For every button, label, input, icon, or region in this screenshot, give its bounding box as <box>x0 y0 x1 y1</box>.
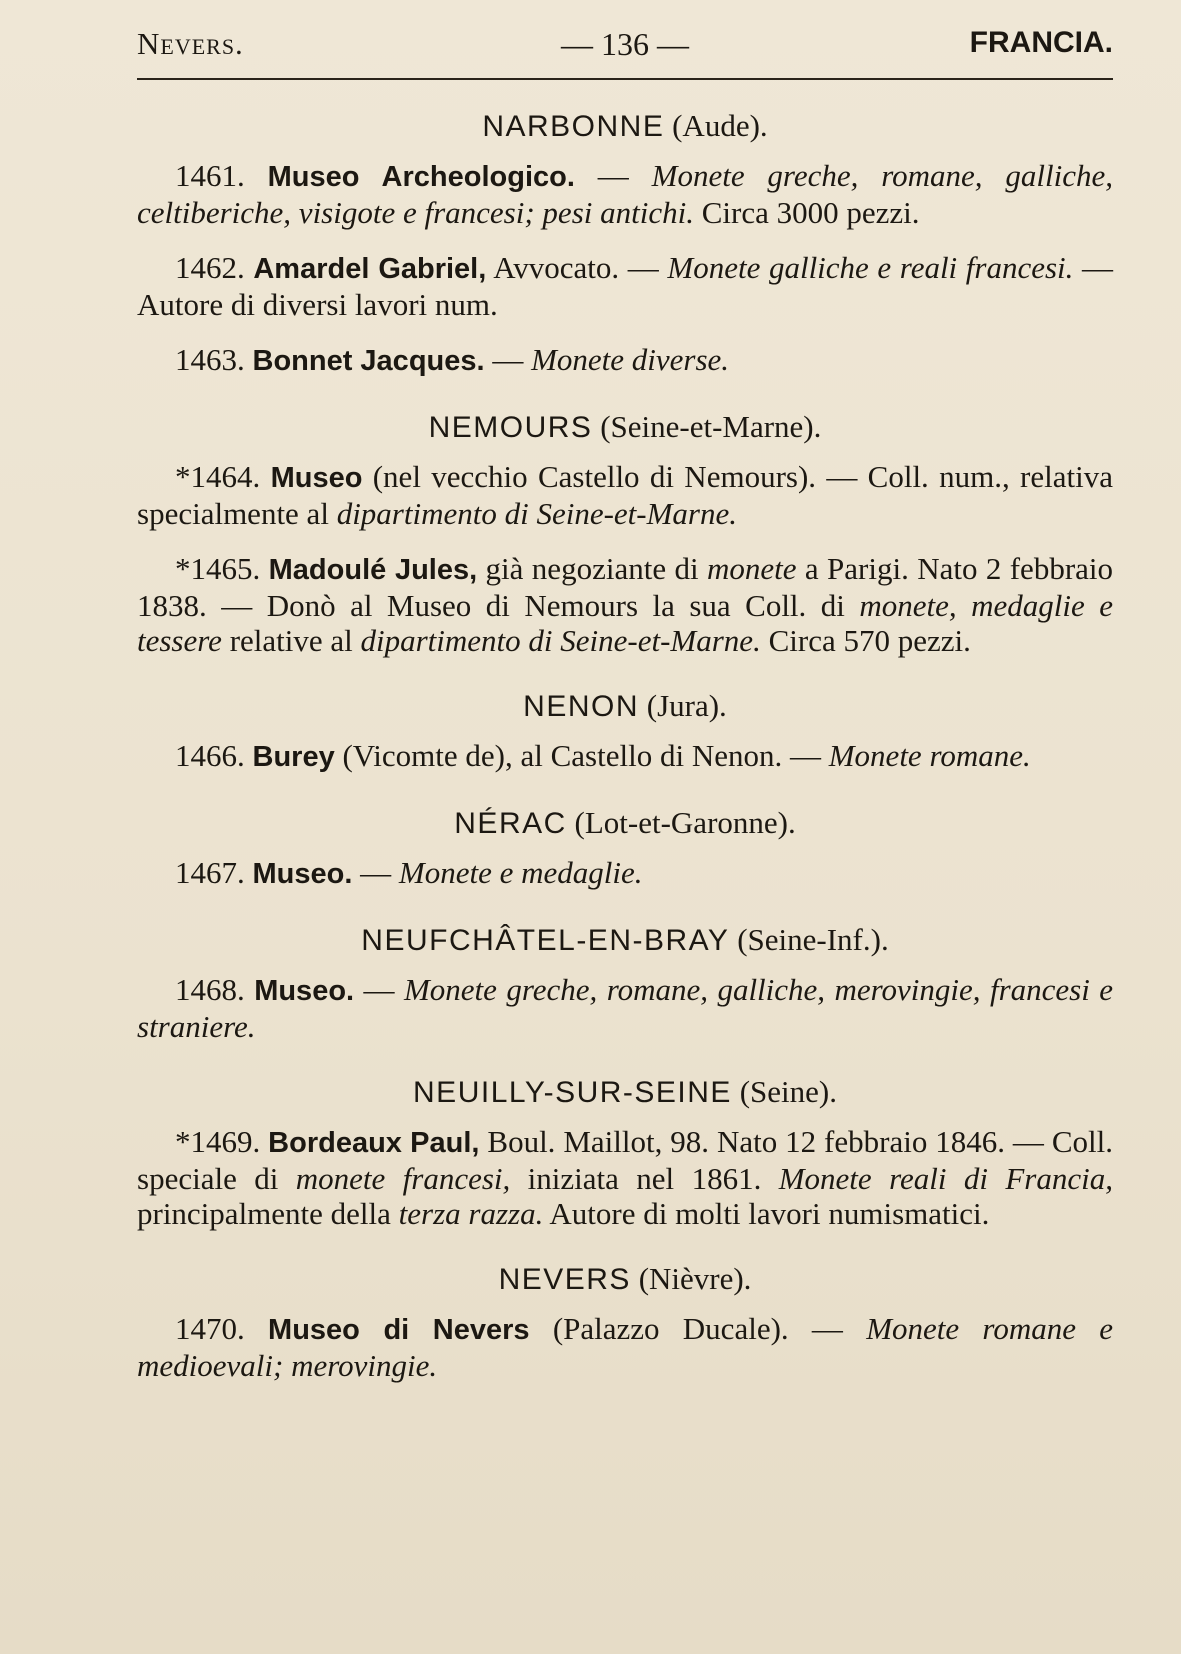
entry-name: Burey <box>252 741 335 773</box>
entry-name: Amardel Gabriel, <box>253 253 487 285</box>
entry-number: 1463. <box>175 342 245 377</box>
section-neufchatel <box>137 922 1113 1044</box>
entry-name: Bonnet Jacques. <box>252 345 485 377</box>
entry-description: monete francesi, <box>295 1161 511 1196</box>
entry-name: Bordeaux Paul, <box>268 1127 480 1159</box>
section-narbonne <box>137 108 1113 379</box>
entry-tail: Circa 3000 pezzi. <box>693 195 920 230</box>
entry <box>137 158 1113 230</box>
running-header <box>137 22 1113 82</box>
entry-name: Museo. <box>254 975 355 1007</box>
entry-description: Monete greche, romane, galliche, celtiberiche, visigote e francesi; pesi antichi. <box>137 158 1114 230</box>
place-name: NENON <box>523 690 640 723</box>
entry-description: Monete romane e medioevali; merovingie. <box>137 1311 1113 1383</box>
entry-details: — <box>574 158 652 193</box>
entry <box>137 1124 1113 1231</box>
entry-description: dipartimento di Seine-et-Marne. <box>360 623 761 658</box>
entry-description: Monete galliche e reali francesi. <box>667 250 1074 285</box>
section-nenon <box>137 688 1113 775</box>
header-right: FRANCIA. <box>969 26 1113 59</box>
entry <box>137 738 1113 775</box>
place-heading <box>137 922 1113 958</box>
place-name: NÉRAC <box>454 807 567 840</box>
entry <box>137 459 1113 531</box>
place-heading <box>137 688 1113 724</box>
entry <box>137 855 1113 892</box>
place-name: NEUFCHÂTEL-EN-BRAY <box>361 924 730 957</box>
entry-details: già negoziante di <box>477 551 707 586</box>
place-region: (Seine-et-Marne). <box>600 409 822 444</box>
section-nevers <box>137 1261 1113 1383</box>
place-region: (Nièvre). <box>638 1261 752 1296</box>
place-heading <box>137 108 1113 144</box>
entry-number: 1470. <box>175 1311 245 1346</box>
entry <box>137 1311 1113 1383</box>
entry-tail: iniziata nel 1861. <box>510 1161 779 1196</box>
entry-name: Museo <box>270 462 363 494</box>
entry-details: (Vicomte de), al Castello di Nenon. — <box>334 738 829 773</box>
entry-description: dipartimento di Seine-et-Marne. <box>336 496 738 531</box>
place-region: (Lot-et-Garonne). <box>574 805 796 840</box>
entry <box>137 551 1113 658</box>
entry-number: 1461. <box>175 158 245 193</box>
entry-tail: principalmente della <box>137 1196 399 1231</box>
entry-details: Avvocato. — <box>486 250 668 285</box>
page-number: — 136 — <box>561 26 689 62</box>
entry-number: 1468. <box>175 972 245 1007</box>
entry-description: terza razza. <box>398 1196 544 1231</box>
entry-number: *1469. <box>175 1124 261 1159</box>
entry <box>137 972 1113 1044</box>
entry-description: monete <box>706 551 797 586</box>
entry-tail: relative al <box>221 623 361 658</box>
page-content <box>137 108 1113 1413</box>
header-left: Nevers. <box>137 26 244 61</box>
entry-tail: — Autore di diversi lavori num. <box>137 250 1114 322</box>
place-region: (Aude). <box>672 108 768 143</box>
entry-details: Boul. Maillot, 98. Nato 12 febbraio 1846. — Coll. speciale di <box>137 1124 1113 1196</box>
place-region: (Seine-Inf.). <box>737 922 889 957</box>
place-heading <box>137 1261 1113 1297</box>
entry-details: (Palazzo Ducale). — <box>529 1311 867 1346</box>
entry-name: Museo. <box>252 858 353 890</box>
place-name: NARBONNE <box>482 110 665 143</box>
place-name: NEUILLY-SUR-SEINE <box>413 1076 732 1109</box>
entry-description: Monete greche, romane, galliche, merovingie, francesi e straniere. <box>137 972 1114 1044</box>
place-heading <box>137 805 1113 841</box>
entry-details: — <box>354 972 404 1007</box>
entry-description: Monete diverse. <box>531 342 730 377</box>
entry <box>137 342 1113 379</box>
entry-tail: Circa 570 pezzi. <box>760 623 971 658</box>
entry-name: Museo di Nevers <box>268 1314 530 1346</box>
place-region: (Jura). <box>646 688 727 723</box>
entry <box>137 250 1113 322</box>
place-name: NEVERS <box>498 1263 631 1296</box>
entry-number: 1466. <box>175 738 245 773</box>
place-name: NEMOURS <box>428 411 593 444</box>
entry-description: Monete e medaglie. <box>398 855 643 890</box>
entry-number: *1464. <box>175 459 261 494</box>
entry-tail: a Parigi. Nato 2 febbraio 1838. — Donò al Museo di Nemours la sua Coll. di <box>137 551 1114 623</box>
place-heading <box>137 1074 1113 1110</box>
section-neuilly <box>137 1074 1113 1231</box>
entry-name: Museo Archeologico. <box>267 161 575 193</box>
entry-details: — <box>352 855 399 890</box>
entry-number: 1467. <box>175 855 245 890</box>
entry-name: Madoulé Jules, <box>268 554 478 586</box>
entry-description: monete, medaglie e tessere <box>137 588 1113 658</box>
entry-details: (nel vecchio Castello di Nemours). — Coll. num., relativa specialmente al <box>137 459 1113 531</box>
entry-description: Monete reali di Francia, <box>778 1161 1113 1196</box>
entry-details: — <box>484 342 532 377</box>
place-heading <box>137 409 1113 445</box>
section-nerac <box>137 805 1113 892</box>
section-nemours <box>137 409 1113 658</box>
entry-number: 1462. <box>175 250 245 285</box>
place-region: (Seine). <box>739 1074 837 1109</box>
entry-number: *1465. <box>175 551 261 586</box>
entry-description: Monete romane. <box>828 738 1031 773</box>
header-rule <box>137 78 1113 80</box>
entry-tail: Autore di molti lavori numismatici. <box>543 1196 990 1231</box>
